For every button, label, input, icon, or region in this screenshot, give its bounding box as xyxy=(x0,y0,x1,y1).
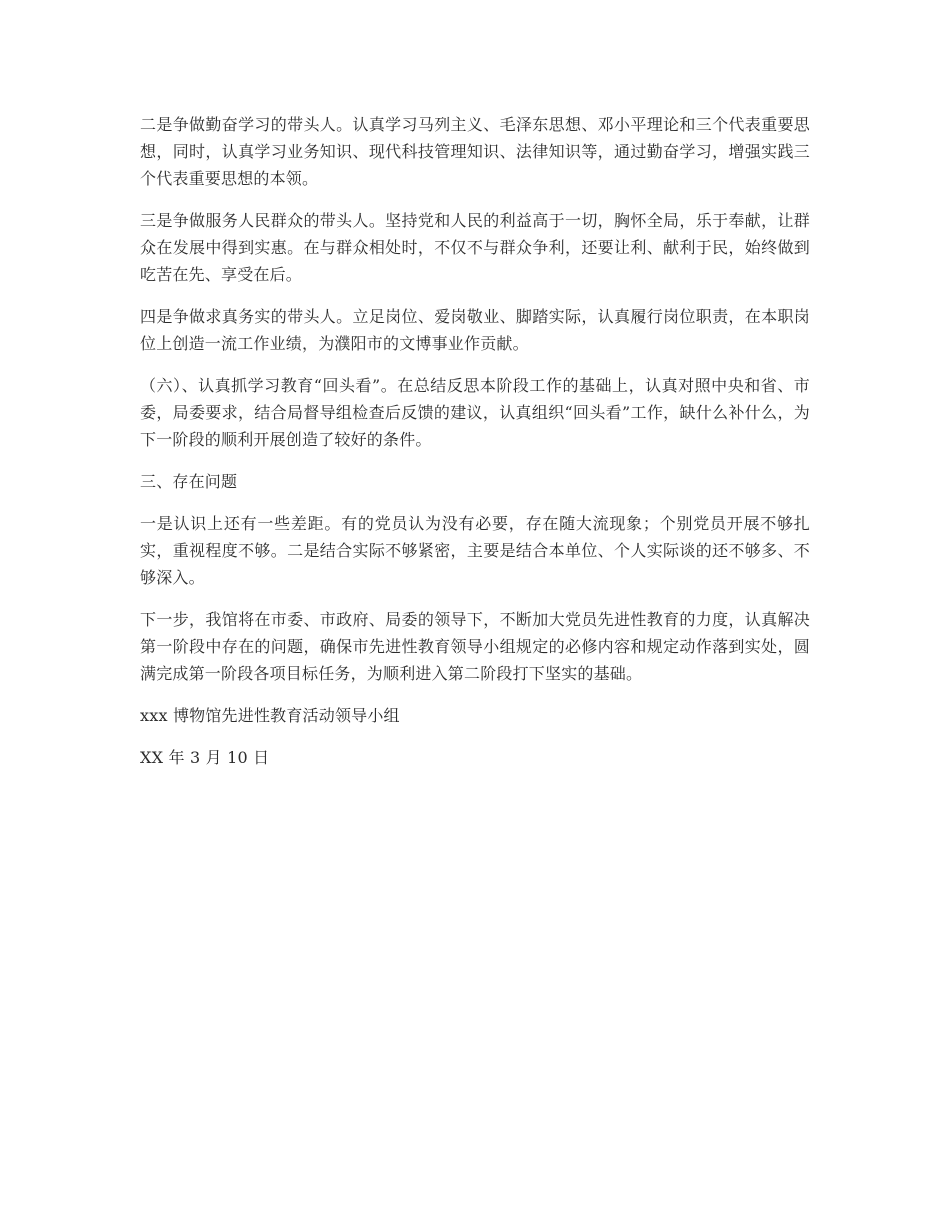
paragraph-next-steps: 下一步，我馆将在市委、市政府、局委的领导下，不断加大党员先进性教育的力度，认真解决第一阶段中存在的问题，确保市先进性教育领导小组规定的必修内容和规定动作落到实处，圆满完成第一阶段各项目标任务，为顺利进入第二阶段打下坚实的基础。 xyxy=(140,610,810,683)
section-heading-problems: 三、存在问题 xyxy=(140,472,238,491)
date-line: XX 年 3 月 10 日 xyxy=(140,748,270,767)
paragraph-study-leader: 二是争做勤奋学习的带头人。认真学习马列主义、毛泽东思想、邓小平理论和三个代表重要思想，同时，认真学习业务知识、现代科技管理知识、法律知识等，通过勤奋学习，增强实践三个代表重要思想的本领。 xyxy=(140,115,810,188)
paragraph-review-section: （六）、认真抓学习教育“回头看”。在总结反思本阶段工作的基础上，认真对照中央和省、市委，局委要求，结合局督导组检查后反馈的建议，认真组织“回头看”工作，缺什么补什么，为下一阶段的顺利开展创造了较好的条件。 xyxy=(140,376,810,449)
signature-line: xxx 博物馆先进性教育活动领导小组 xyxy=(140,706,400,725)
paragraph-pragmatic-leader: 四是争做求真务实的带头人。立足岗位、爱岗敬业、脚踏实际，认真履行岗位职责，在本职岗位上创造一流工作业绩，为濮阳市的文博事业作贡献。 xyxy=(140,307,810,353)
paragraph-problems: 一是认识上还有一些差距。有的党员认为没有必要，存在随大流现象；个别党员开展不够扎实，重视程度不够。二是结合实际不够紧密，主要是结合本单位、个人实际谈的还不够多、不够深入。 xyxy=(140,514,810,587)
paragraph-serve-people-leader: 三是争做服务人民群众的带头人。坚持党和人民的利益高于一切，胸怀全局，乐于奉献，让群众在发展中得到实惠。在与群众相处时，不仅不与群众争利，还要让利、献利于民，始终做到吃苦在先、享受在后。 xyxy=(140,211,810,284)
document-body xyxy=(140,111,810,786)
